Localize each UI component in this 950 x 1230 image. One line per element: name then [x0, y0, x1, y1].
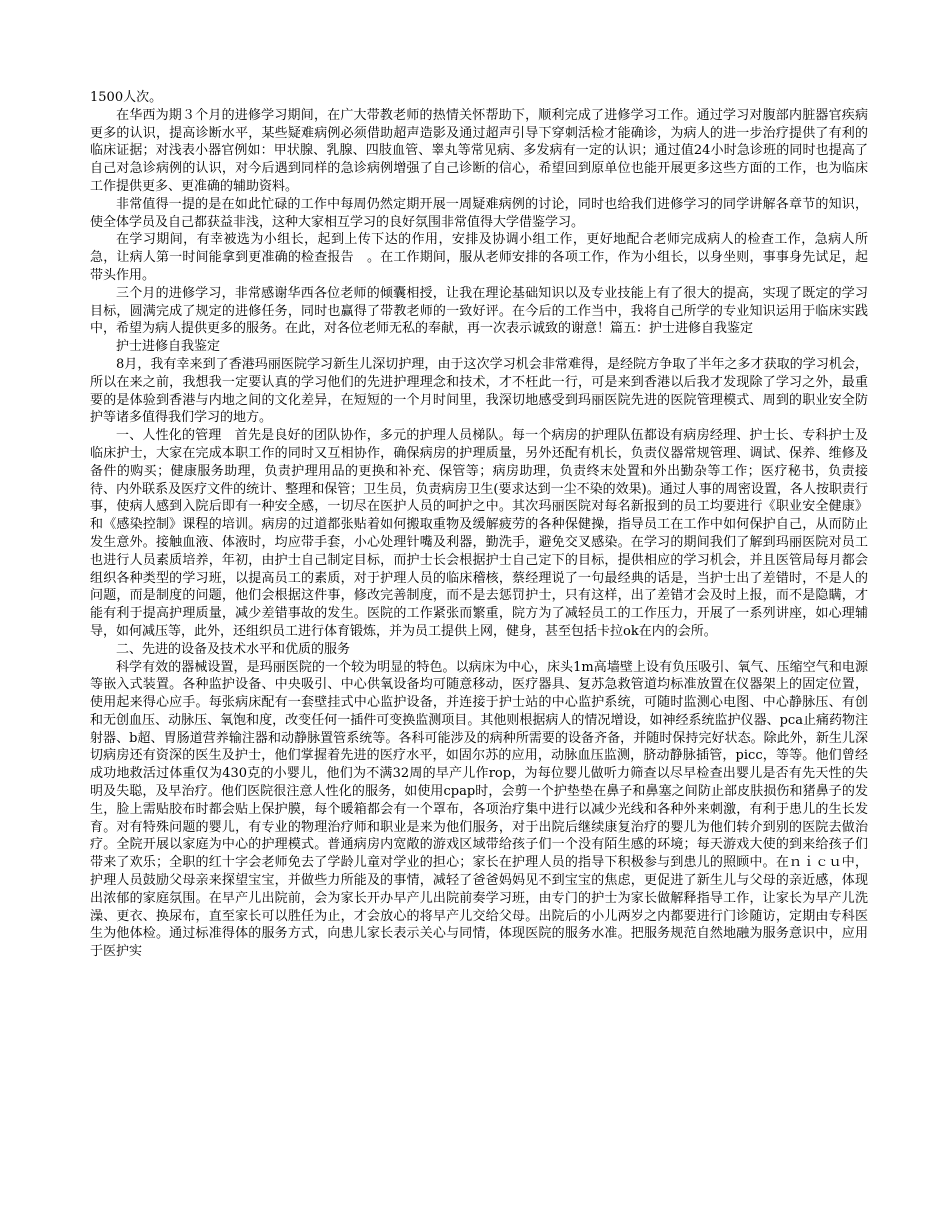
document-page: [90, 89, 868, 961]
paragraph: 1500人次。: [90, 90, 163, 105]
paragraph: 非常值得一提的是在如此忙碌的工作中每周仍然定期开展一周疑难病例的讨论，同时也给我们进修学习的同学讲解各章节的知识，使全体学员及自己都获益非浅，这种大家相互学习的良好氛围非常值得大学借鉴学习。: [90, 196, 868, 230]
paragraph: 三个月的进修学习，非常感谢华西各位老师的倾囊相授，让我在理论基础知识以及专业技能上有了很大的提高，实现了既定的学习目标，圆满完成了规定的进修任务，同时也赢得了带教老师的一致好评。在今后的工作当中，我将自己所学的专业知识运用于临床实践中，希望为病人提供更多的服务。在此，对各位老师无私的奉献，再一次表示诚致的谢意！篇五：护士进修自我鉴定: [90, 285, 868, 337]
paragraph: 在华西为期３个月的进修学习期间，在广大带教老师的热情关怀帮助下，顺利完成了进修学习工作。通过学习对腹部内脏器官疾病更多的认识，提高诊断水平，某些疑难病例必须借助超声造影及通过超声引导下穿刺活检才能确诊，为病人的进一步治疗提供了有利的临床证据；对浅表小器官例如：甲状腺、乳腺、四肢血管、睾丸等常见病、多发病有一定的认识；通过值24小时急诊班的同时也提高了自己对急诊病例的认识，对今后遇到同样的急诊病例增强了自己诊断的信心，希望回到原单位也能开展更多这些方面的工作，也为临床工作提供更多、更准确的辅助资料。: [90, 107, 868, 194]
paragraph: 科学有效的器械设置，是玛丽医院的一个较为明显的特色。以病床为中心，床头1m高墙壁上设有负压吸引、氧气、压缩空气和电源等嵌入式装置。各种监护设备、中央吸引、中心供氧设备均可随意移动，医疗器具、复苏急救管道均标准放置在仪器架上的固定位置，使用起来得心应手。每张病床配有一套壁挂式中心监护设备，并连接于护士站的中心监护系统，可随时监测心电图、中心静脉压、有创和无创血压、动脉压、氧饱和度，改变任何一插件可变换监测项目。其他则根据病人的情况增设，如神经系统监护仪器、pca止痛药物注射器、b超、胃肠道营养输注器和动静脉置管系统等。各科可能涉及的病种所需要的设备齐备，并随时保持完好状态。除此外，新生儿深切病房还有资深的医生及护士，他们掌握着先进的医疗水平，如固尔苏的应用，动脉血压监测，脐动静脉插管，picc，等等。他们曾经成功地救活过体重仅为430克的小婴儿，他们为不满32周的早产儿作rop，为每位婴儿做听力筛查以尽早检查出婴儿是否有先天性的失明及失聪，及早治疗。他们医院很注意人性化的服务，如使用cpap时，会剪一个护垫垫在鼻子和鼻塞之间防止部皮肤损伤和猪鼻子的发生，脸上需贴胶布时都会贴上保护膜，每个暖箱都会有一个罩布，各项治疗集中进行以减少光线和各种外来刺激，有利于患儿的生长发育。对有特殊问题的婴儿，有专业的物理治疗师和职业是来为他们服务，对于出院后继续康复治疗的婴儿为他们转介到别的医院去做治疗。全院开展以家庭为中心的护理模式。普通病房内宽敞的游戏区域带给孩子们一个没有陌生感的环境；每天游戏大使的到来给孩子们带来了欢乐；全职的红十字会老师免去了学龄儿童对学业的担心；家长在护理人员的指导下积极参与到患儿的照顾中。在ｎｉｃｕ中，护理人员鼓励父母亲来探望宝宝，并做些力所能及的事情，减轻了爸爸妈妈见不到宝宝的焦虑，更促进了新生儿与父母的亲近感，体现出浓郁的家庭氛围。在早产儿出院前，会为家长开办早产儿出院前奏学习班，由专门的护士为家长做解释指导工作，让家长为早产儿洗澡、更衣、换尿布，直至家长可以胜任为止，才会放心的将早产儿交给父母。出院后的小儿两岁之内都要进行门诊随访，定期由专科医生为他体检。通过标准得体的服务方式，向患儿家长表示关心与同情，体现医院的服务水准。把服务规范自然地融为服务意识中，应用于医护实: [90, 659, 868, 960]
paragraph: 一、人性化的管理 首先是良好的团队协作，多元的护理人员梯队。每一个病房的护理队伍都设有病房经理、护士长、专科护士及临床护士，大家在完成本职工作的同时又互相协作，确保病房的护理质量，另外还配有机长，负责仪器常规管理、调试、保养、维修及备件的购买；健康服务助理，负责护理用品的更换和补充、保管等；病房助理，负责终末处置和外出勤杂等工作；医疗秘书，负责接待、内外联系及医疗文件的统计、整理和保管；卫生员，负责病房卫生(要求达到一尘不染的效果)。通过人事的周密设置，各人按职责行事，使病人感到入院后即有一种安全感，一切尽在医护人员的呵护之中。其次玛丽医院对每名新报到的员工均要进行《职业安全健康》和《感染控制》课程的培训。病房的过道都张贴着如何搬取重物及缓解疲劳的各种保健操，指导员工在工作中如何保护自己，从而防止发生意外。接触血液、体液时，均应带手套，小心处理针嘴及利器，勤洗手，避免交叉感染。在学习的期间我们了解到玛丽医院对员工也进行人员素质培养，年初，由护士自己制定目标，而护士长会根据护士自己定下的目标，提供相应的学习机会，并且医管局每月都会组织各种类型的学习班，以提高员工的素质，对于护理人员的临床稽核，蔡经理说了一句最经典的话是，当护士出了差错时，不是人的问题，而是制度的问题，他们会根据这件事，修改完善制度，而不是去惩罚护士，只有这样，出了差错才会及时上报，而不是隐瞒，才能有利于提高护理质量，减少差错事故的发生。医院的工作紧张而繁重，院方为了减轻员工的工作压力，开展了一系列讲座，如心理辅导，如何减压等，此外，还组织员工进行体育锻炼，并为员工提供上网，健身，甚至包括卡拉ok在内的会所。: [90, 428, 868, 639]
paragraph: 8月，我有幸来到了香港玛丽医院学习新生儿深切护理，由于这次学习机会非常难得，是经院方争取了半年之多才获取的学习机会，所以在来之前，我想我一定要认真的学习他们的先进护理理念和技术，才不枉此一行，可是来到香港以后我才发现除了学习之外，最重要的是体验到香港与内地之间的文化差异，在短短的一个月时间里，我深切地感受到玛丽医院先进的医院管理模式、周到的职业安全防护等诸多值得我们学习的地方。: [90, 356, 868, 426]
section-heading: 二、先进的设备及技术水平和优质的服务: [116, 641, 351, 657]
section-heading: 护士进修自我鉴定: [116, 339, 221, 355]
paragraph: 在学习期间，有幸被选为小组长，起到上传下达的作用，安排及协调小组工作，更好地配合老师完成病人的检查工作，急病人所急，让病人第一时间能拿到更准确的检查报告 。在工作期间，服从老师安排的各项工作，作为小组长，以身坐则，事事身先试足，起带头作用。: [90, 232, 868, 283]
